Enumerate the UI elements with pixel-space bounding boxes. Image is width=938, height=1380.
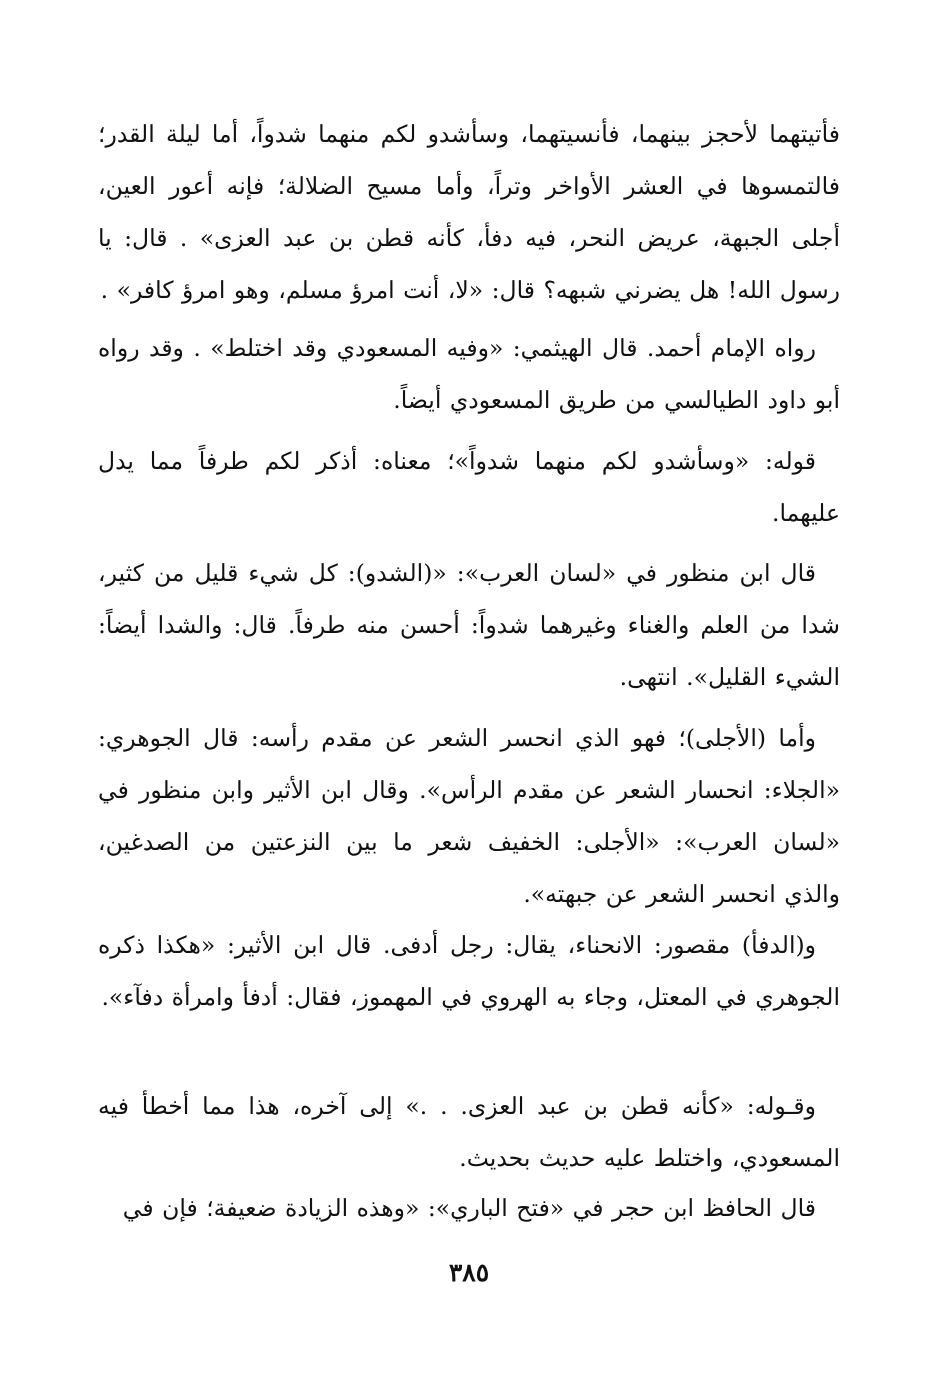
paragraph-1: فأتيتهما لأحجز بينهما، فأنسيتهما، وسأشدو لكم منهما شدواً، أما ليلة القدر؛ فالتمسوها في العشر الأواخر وتراً، وأما مسيح الضلالة؛ فإنه أعور العين، أجلى الجبهة، عريض النحر، فيه دفأ، كأنه قطن بن عبد العزى» . قال: يا رسول الله! هل يضرني شبهه؟ قال: «لا، أنت امرؤ مسلم، وهو امرؤ كافر» .: [98, 120, 840, 304]
paragraph-7: وقـوله: «كأنه قطن بن عبد العزى. . .» إلى آخره، هذا مما أخطأ فيه المسعودي، واختلط عليه حديث بحديث.: [98, 1092, 840, 1172]
page-number: ٣٨٥: [448, 1258, 490, 1287]
book-page: [98, 0, 840, 1380]
paragraph-5: وأما (الأجلى)؛ فهو الذي انحسر الشعر عن مقدم رأسه: قال الجوهري: «الجلاء: انحسار الشعر عن مقدم الرأس». وقال ابن الأثير وابن منظور في «لسان العرب»: «الأجلى: الخفيف شعر ما بين النزعتين من الصدغين، والذي انحسر الشعر عن جبهته».: [98, 724, 840, 908]
paragraph-6: و(الدفأ) مقصور: الانحناء، يقال: رجل أدفى. قال ابن الأثير: «هكذا ذكره الجوهري في المعتل، وجاء به الهروي في المهموز، فقال: أدفأ وامرأة دفآء».: [98, 931, 840, 1011]
paragraph-8: قال الحافظ ابن حجر في «فتح الباري»: «وهذه الزيادة ضعيفة؛ فإن في: [122, 1194, 816, 1222]
paragraph-2: رواه الإمام أحمد. قال الهيثمي: «وفيه المسعودي وقد اختلط» . وقد رواه أبو داود الطيالسي من طريق المسعودي أيضاً.: [98, 334, 840, 414]
paragraph-3: قوله: «وسأشدو لكم منهما شدواً»؛ معناه: أذكر لكم طرفاً مما يدل عليهما.: [98, 447, 840, 527]
paragraph-4: قال ابن منظور في «لسان العرب»: «(الشدو): كل شيء قليل من كثير، شدا من العلم والغناء وغيرهما شدواً: أحسن منه طرفاً. قال: والشدا أيضاً: الشيء القليل». انتهى.: [98, 559, 840, 691]
